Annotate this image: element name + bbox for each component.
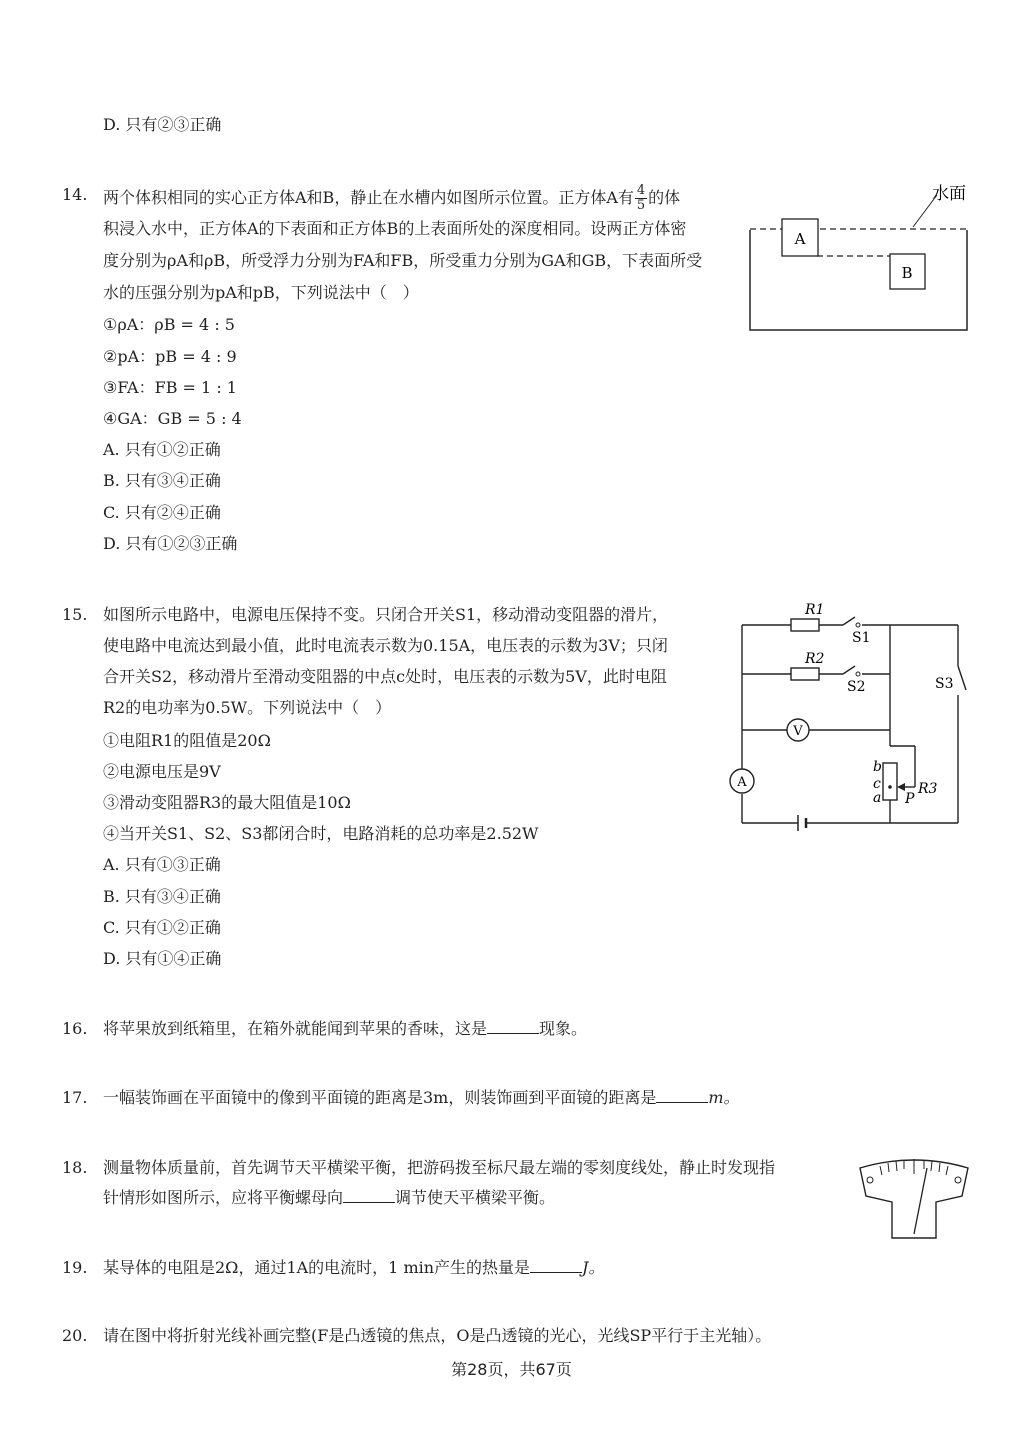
label-r1: R1: [805, 602, 825, 618]
q15-number: 15.: [62, 605, 88, 624]
q15-option-d: D. 只有①④正确: [103, 949, 222, 968]
q18-line2-a: 针情形如图所示，应将平衡螺母向: [103, 1188, 344, 1207]
q15-line3: 合开关S2，移动滑片至滑动变阻器的中点c处时，电压表的示数为5V，此时电阻: [103, 667, 667, 686]
q17-number: 17.: [62, 1088, 88, 1107]
resistor-r2: [791, 668, 819, 680]
q14-number: 14.: [62, 185, 88, 204]
q19-blank[interactable]: [530, 1258, 582, 1273]
q16-text: [103, 1018, 587, 1040]
q14-line3: 度分别为ρA和ρB，所受浮力分别为FA和FB，所受重力分别为GA和GB，下表面所受: [103, 251, 703, 270]
switch-s2-contact: [856, 672, 860, 676]
q18-blank[interactable]: [343, 1188, 395, 1203]
q19-text-b: J。: [582, 1258, 605, 1277]
q19-text-a: 某导体的电阻是2Ω，通过1A的电流时，1 min产生的热量是: [103, 1258, 531, 1277]
label-b: b: [873, 759, 882, 775]
label-s1: S1: [852, 630, 871, 646]
q14-frac-num: 4: [636, 183, 646, 198]
q14-statement-3: ③FA：FB = 1 : 1: [103, 378, 237, 397]
label-r2: R2: [805, 651, 825, 667]
q19-text: [103, 1257, 604, 1279]
q15-statement-2: ②电源电压是9V: [103, 762, 221, 781]
q16-text-a: 将苹果放到纸箱里，在箱外就能闻到苹果的香味，这是: [103, 1019, 488, 1038]
q14-line1: [103, 184, 680, 213]
q18-number: 18.: [62, 1158, 88, 1177]
rheostat-r3: [883, 763, 897, 800]
label-a-end: a: [873, 790, 882, 806]
q17-text-b: m。: [708, 1088, 740, 1107]
q20-text: 请在图中将折射光线补画完整(F是凸透镜的焦点，O是凸透镜的光心，光线SP平行于主光轴）。: [103, 1326, 772, 1345]
q15-statement-1: ①电阻R1的阻值是20Ω: [103, 731, 271, 750]
cube-b-label: B: [901, 264, 913, 282]
q16-text-b: 现象。: [539, 1019, 588, 1038]
water-surface-label: 水面: [932, 184, 966, 204]
switch-s1-contact: [856, 623, 860, 627]
q15-statement-3: ③滑动变阻器R3的最大阻值是10Ω: [103, 793, 351, 812]
q14-line1-a: 两个体积相同的实心正方体A和B，静止在水槽内如图所示位置。正方体A有: [103, 188, 634, 207]
q14-option-c: C. 只有②④正确: [103, 503, 221, 522]
label-s2: S2: [847, 679, 866, 695]
label-v: V: [793, 724, 803, 739]
q15-option-b: B. 只有③④正确: [103, 887, 221, 906]
slider-arrow: [897, 783, 905, 791]
q15-option-a: A. 只有①③正确: [103, 855, 221, 874]
label-p: P: [905, 791, 915, 807]
q15-line4: R2的电功率为0.5W。下列说法中（ ）: [103, 698, 392, 717]
q20-number: 20.: [62, 1326, 88, 1345]
label-s3: S3: [935, 676, 954, 692]
q18-balance-figure: [852, 1150, 977, 1245]
q17-text-a: 一幅装饰画在平面镜中的像到平面镜的距离是3m，则装饰画到平面镜的距离是: [103, 1088, 657, 1107]
q14-line2: 积浸入水中，正方体A的下表面和正方体B的上表面所处的深度相同。设两正方体密: [103, 219, 687, 238]
q15-circuit-figure: [725, 598, 975, 843]
q14-fraction: [635, 184, 647, 213]
cube-a-label: A: [794, 230, 806, 248]
q16-number: 16.: [62, 1019, 88, 1038]
q19-number: 19.: [62, 1258, 88, 1277]
label-c: c: [873, 776, 881, 792]
label-a: A: [737, 775, 747, 790]
q14-option-d: D. 只有①②③正确: [103, 534, 238, 553]
q14-line4: 水的压强分别为pA和pB，下列说法中（ ）: [103, 283, 419, 302]
resistor-r1: [791, 619, 819, 631]
q18-line2-b: 调节使天平横梁平衡。: [395, 1188, 556, 1207]
rheostat-midpoint: [888, 785, 892, 789]
q15-option-c: C. 只有①②正确: [103, 918, 221, 937]
q18-line2: [103, 1187, 555, 1209]
q14-statement-1: ①ρA：ρB = 4 : 5: [103, 315, 235, 334]
q14-tank-figure: [745, 175, 975, 340]
q17-blank[interactable]: [656, 1088, 708, 1103]
q14-option-b: B. 只有③④正确: [103, 471, 221, 490]
q15-line1: 如图所示电路中，电源电压保持不变。只闭合开关S1，移动滑动变阻器的滑片，: [103, 605, 669, 624]
q16-blank[interactable]: [487, 1019, 539, 1034]
q15-statement-4: ④当开关S1、S2、S3都闭合时，电路消耗的总功率是2.52W: [103, 824, 539, 843]
page-footer: 第28页，共67页: [451, 1360, 572, 1379]
q17-text: [103, 1087, 740, 1109]
q14-statement-4: ④GA：GB = 5 : 4: [103, 409, 242, 428]
label-r3: R3: [918, 781, 938, 797]
q18-line1: 测量物体质量前，首先调节天平横梁平衡，把游码拨至标尺最左端的零刻度线处，静止时发现指: [103, 1158, 776, 1177]
q14-statement-2: ②pA：pB = 4 : 9: [103, 347, 237, 366]
q13-option-d: D. 只有②③正确: [103, 115, 222, 134]
q14-option-a: A. 只有①②正确: [103, 440, 221, 459]
q15-line2: 使电路中电流达到最小值，此时电流表示数为0.15A，电压表的示数为3V；只闭: [103, 636, 668, 655]
q14-line1-b: 的体: [648, 188, 681, 207]
q14-frac-den: 5: [636, 198, 646, 213]
